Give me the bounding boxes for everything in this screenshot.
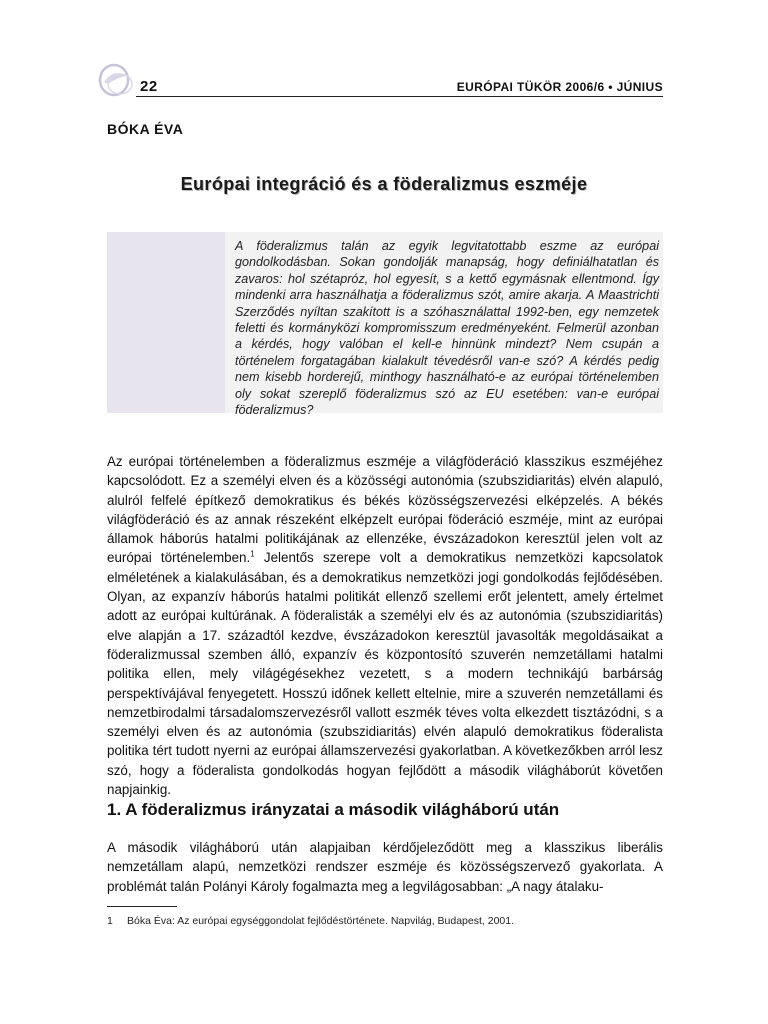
journal-issue: EURÓPAI TÜKÖR 2006/6 • JÚNIUS <box>456 80 663 94</box>
abstract-text: A föderalizmus talán az egyik legvitatottabb eszme az európai gondolkodásban. Sokan gondolják manapság, hogy definiálhatatlan és zavaros: hol szétapróz, hol egyesít, s a kettő egymásnak ellentmond. Így mindenki arra használhatja a föderalizmus szót, amire akarja. A Maastrichti Szerződés nyíltan szakított is a szóhasználattal 1992-ben, egy nemzetek feletti és kormányközi kompromisszum eredményeként. Felmerül azonban a kérdés, hogy valóban el kell-e hinnünk mindezt? Nem csupán a történelem forgatagában kialakult tévedésről van-e szó? A kérdés pedig nem kisebb horderejű, minthogy használható-e az európai történelemben oly sokat szereplő föderalizmus szó az EU esetében: van-e európai föderalizmus? <box>235 239 659 418</box>
body-paragraph <box>107 452 663 799</box>
footnote-rule <box>107 906 177 907</box>
body-text-part-1: Az európai történelemben a föderalizmus eszméje a világföderáció klasszikus eszméjéhez kapcsolódott. Ez a személyi elven és a közösségi autonómia (szubszidiaritás) elvén alapuló, alulról felfelé építkező demokratikus és békés közösségszervezési elképzelés. A békés világföderáció és az annak részeként elképzelt európai föderáció eszméje, mint az európai államok háborús hatalmi politikájának az ellenzéke, évszázadokon keresztül jelen volt az európai történelemben. <box>107 454 663 566</box>
article-title: Európai integráció és a föderalizmus eszméje <box>180 174 588 194</box>
section-paragraph: A második világháború után alapjaiban kérdőjeleződött meg a klasszikus liberális nemzetállam alapú, nemzetközi rendszer eszméje és közösségszervező gyakorlata. A problémát talán Polányi Károly fogalmazta meg a legvilágosabban: „A nagy átalaku- <box>107 840 663 894</box>
abstract-panel <box>225 232 663 418</box>
footnote <box>107 915 514 927</box>
abstract-box <box>107 232 663 418</box>
footnote-text: Bóka Éva: Az európai egységgondolat fejlődéstörténete. Napvilág, Budapest, 2001. <box>127 915 515 927</box>
page-header <box>96 58 663 98</box>
body-text-part-2: Jelentős szerepe volt a demokratikus nemzetközi kapcsolatok elméletének a kialakulásában, és a demokratikus nemzetközi jogi gondolkodás fejlődésében. Olyan, az expanzív háborús hatalmi politikát ellenző szellemi erőt jelentett, amely értelmet adott az európai kultúrának. A föderalisták a személyi elv és az autonómia (szubszidiaritás) elve alapján a 17. századtól kezdve, évszázadokon keresztül javasolták megoldásaikat a föderalizmussal szemben álló, expanzív és központosító szuverén nemzetállami hatalmi politika ellen, mely világégésekhez vezetett, s a modern technikájú barbárság perspektívájával fenyegetett. Hosszú időnek kellett eltelnie, mire a szuverén nemzetállami és nemzetbirodalmi társadalomszervezésről vallott eszmék téves volta elkezdett tisztázódni, s a személyi elven és az autonómia (szubszidiaritás) elvén alapuló demokratikus föderalista politika tért tudott nyerni az európai államszervezési gyakorlatban. A következőkben arról lesz szó, hogy a föderalista gondolkodás hogyan fejlődött a második világháborút követően napjainkig. <box>107 550 663 798</box>
section-heading: 1. A föderalizmus irányzatai a második világháború után <box>107 800 560 819</box>
author-name: BÓKA ÉVA <box>107 121 184 137</box>
footnote-reference[interactable]: 1 <box>250 550 255 560</box>
footnote-number: 1 <box>107 915 113 927</box>
page-number: 22 <box>140 78 158 95</box>
header-rule <box>136 96 663 97</box>
